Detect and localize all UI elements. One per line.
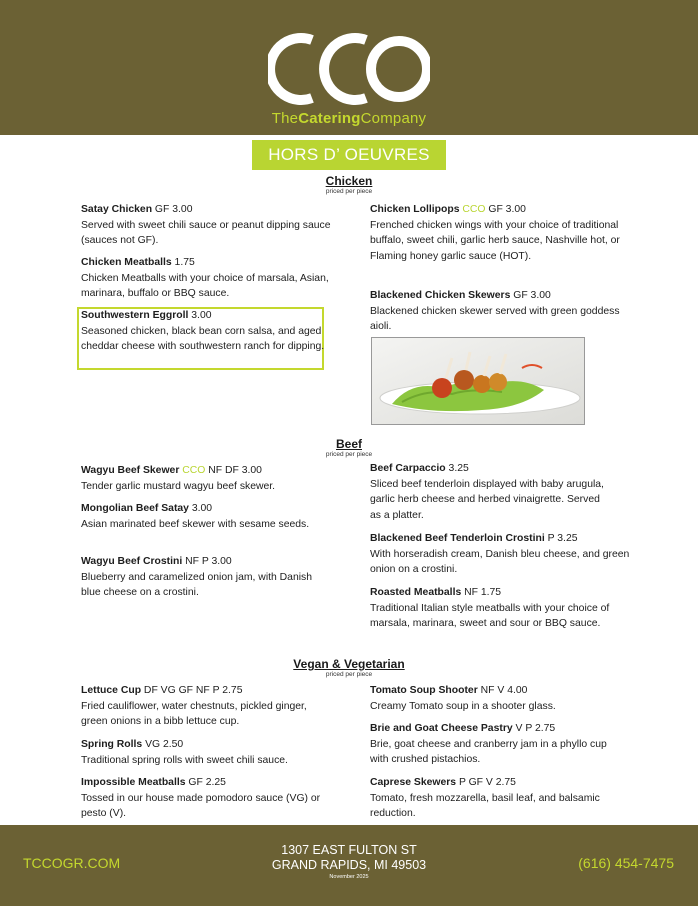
address-line-1: 1307 EAST FULTON ST [281,843,417,857]
item-description: Traditional spring rolls with sweet chili sauce. [81,754,288,766]
menu-item: Tomato Soup Shooter NF V 4.00 Creamy Tomato soup in a shooter glass. [370,683,630,714]
footer-band [0,825,698,906]
address-line-2: GRAND RAPIDS, MI 49503 [271,858,427,872]
cco-logo [268,26,430,112]
phone-number[interactable]: (616) 454-7475 [578,855,674,871]
section-header-beef [0,437,698,458]
menu-item: Brie and Goat Cheese Pastry V P 2.75 Brie, goat cheese and cranberry jam in a phyllo cup with crushed pistachios. [370,721,625,768]
menu-item: Blackened Beef Tenderloin Crostini P 3.25 With horseradish cream, Danish bleu cheese, and green onion on a crostini. [370,531,630,578]
item-description: Blueberry and caramelized onion jam, with Danish blue cheese on a crostini. [81,571,313,599]
section-header-vegan [0,657,698,678]
cco-mark: CCO [462,204,486,215]
item-description: With horseradish cream, Danish bleu cheese, and green onion on a crostini. [370,548,630,576]
item-description: Tomato, fresh mozzarella, basil leaf, and balsamic reduction. [370,792,600,820]
menu-item: Satay Chicken GF 3.00 Served with sweet chili sauce or peanut dipping sauce (sauces not GF). [81,202,331,249]
menu-item-featured: Southwestern Eggroll 3.00 Seasoned chicken, black bean corn salsa, and aged cheddar cheese with southwestern ranch for dipping. [81,308,326,355]
website-link[interactable]: TCCOGR.COM [23,855,121,871]
brand-tagline: TheCateringCompany [271,110,427,127]
header-band [0,0,698,135]
menu-item: Wagyu Beef Skewer CCO NF DF 3.00 Tender garlic mustard wagyu beef skewer. [81,463,331,494]
item-description: Tossed in our house made pomodoro sauce (VG) or pesto (V). [81,792,321,820]
section-title: Vegan & Vegetarian [293,657,405,671]
item-description: Seasoned chicken, black bean corn salsa, and aged cheddar cheese with southwestern ranch for dipping. [81,325,325,353]
cco-mark: CCO [182,465,206,476]
menu-item: Mongolian Beef Satay 3.00 Asian marinated beef skewer with sesame seeds. [81,501,326,532]
section-subtitle: priced per piece [325,188,373,195]
section-title: Chicken [325,174,373,188]
section-header-chicken [0,174,698,195]
item-description: Asian marinated beef skewer with sesame seeds. [81,518,310,530]
item-description: Frenched chicken wings with your choice of traditional buffalo, sweet chili, garlic herb sauce, Nashville hot, or Flaming honey garlic sauce (HOT). [370,219,620,262]
item-description: Brie, goat cheese and cranberry jam in a phyllo cup with crushed pistachios. [370,738,607,766]
menu-item: Chicken Meatballs 1.75 Chicken Meatballs with your choice of marsala, Asian, marinara, buffalo or BBQ sauce. [81,255,331,302]
menu-item: Spring Rolls VG 2.50 Traditional spring rolls with sweet chili sauce. [81,737,341,768]
menu-item: Impossible Meatballs GF 2.25 Tossed in our house made pomodoro sauce (VG) or pesto (V). [81,775,331,822]
food-photo [371,337,585,425]
item-description: Tender garlic mustard wagyu beef skewer. [81,480,276,492]
menu-item: Wagyu Beef Crostini NF P 3.00 Blueberry and caramelized onion jam, with Danish blue cheese on a crostini. [81,554,331,601]
document-date: November 2025 [329,874,369,880]
menu-item: Beef Carpaccio 3.25 Sliced beef tenderloin displayed with baby arugula, garlic herb cheese and herbed vinaigrette. Served as a platter. [370,461,610,523]
menu-item: Lettuce Cup DF VG GF NF P 2.75 Fried cauliflower, water chestnuts, pickled ginger, green onions in a bibb lettuce cup. [81,683,326,730]
menu-item: Chicken Lollipops CCO GF 3.00 Frenched chicken wings with your choice of traditional buffalo, sweet chili, garlic herb sauce, Nashville hot, or Flaming honey garlic sauce (HOT). [370,202,630,264]
section-title: Beef [335,437,362,451]
menu-item: Caprese Skewers P GF V 2.75 Tomato, fresh mozzarella, basil leaf, and balsamic reduction. [370,775,600,822]
menu-item: Roasted Meatballs NF 1.75 Traditional Italian style meatballs with your choice of marsala, marinara, sweet and sour or BBQ sauce. [370,585,632,632]
item-description: Fried cauliflower, water chestnuts, pickled ginger, green onions in a bibb lettuce cup. [81,700,307,728]
section-subtitle: priced per piece [325,451,373,458]
menu-item: Blackened Chicken Skewers GF 3.00 Blackened chicken skewer served with green goddess aioli. [370,288,630,335]
item-description: Sliced beef tenderloin displayed with baby arugula, garlic herb cheese and herbed vinaigrette. Served as a platter. [370,478,604,521]
item-description: Served with sweet chili sauce or peanut dipping sauce (sauces not GF). [81,219,331,247]
item-description: Chicken Meatballs with your choice of marsala, Asian, marinara, buffalo or BBQ sauce. [81,272,329,300]
item-description: Traditional Italian style meatballs with your choice of marsala, marinara, sweet and sour or BBQ sauce. [370,602,610,630]
section-subtitle: priced per piece [325,671,373,678]
item-description: Creamy Tomato soup in a shooter glass. [370,700,556,712]
page-title-banner: HORS D’ OEUVRES [252,140,446,170]
chicken-lollipops-image [372,338,584,424]
item-description: Blackened chicken skewer served with green goddess aioli. [370,305,620,333]
